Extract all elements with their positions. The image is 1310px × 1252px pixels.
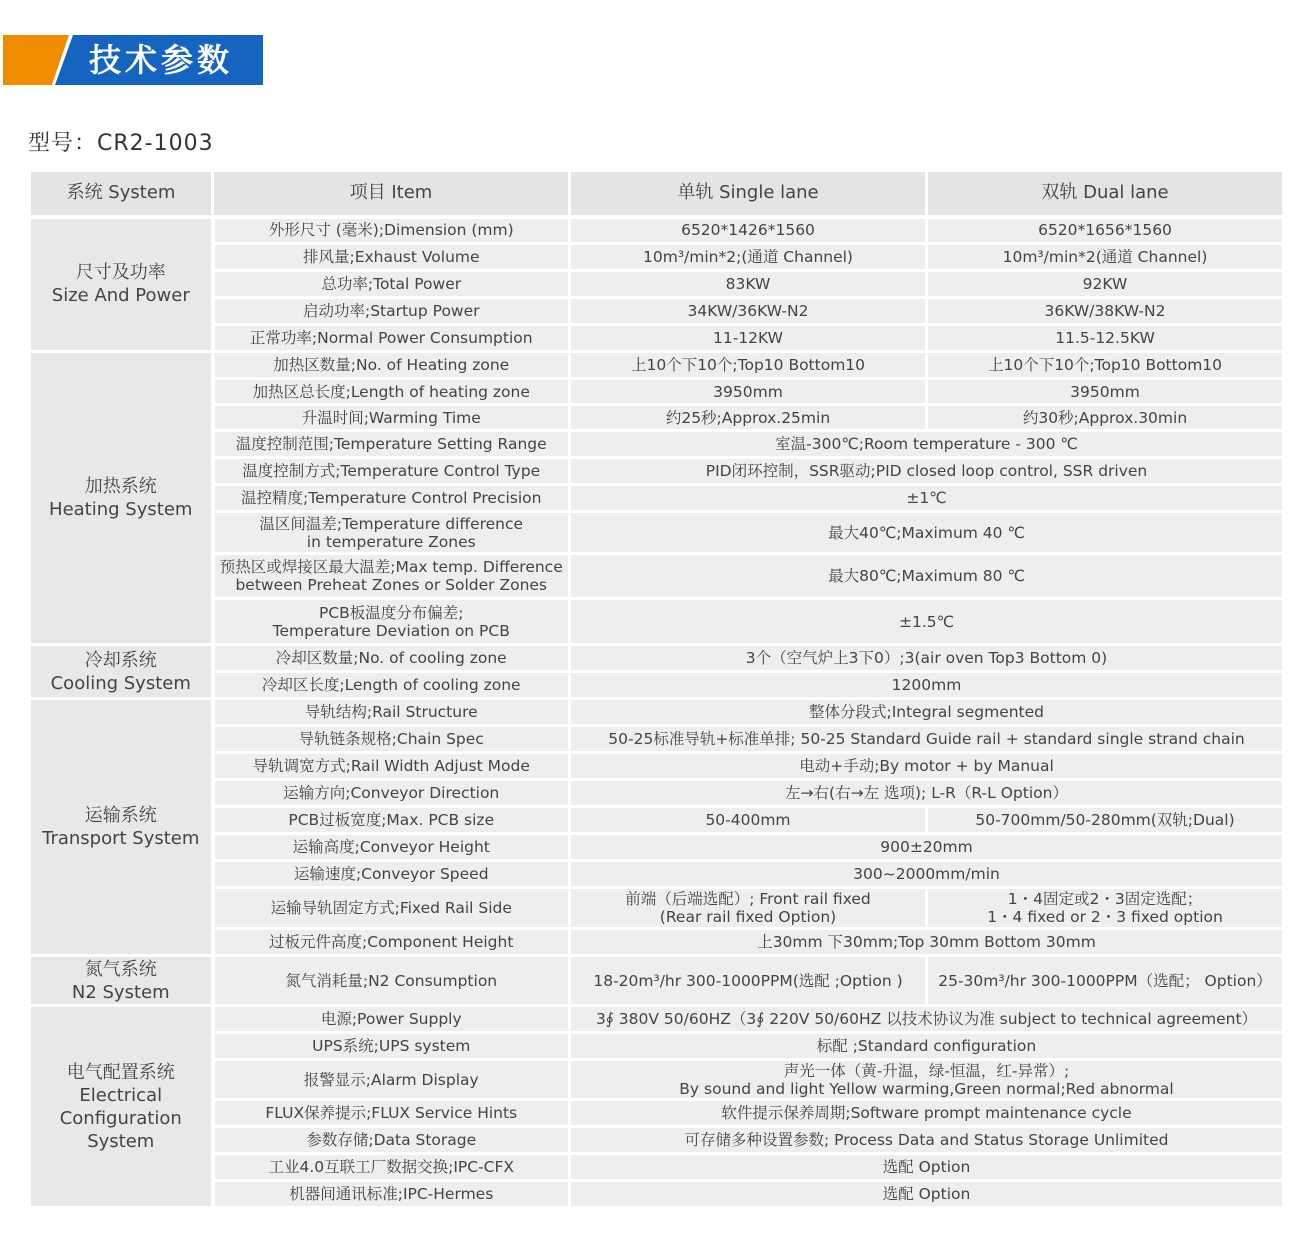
value-cell: 选配 Option [570,1181,1284,1208]
item-cell: PCB板温度分布偏差; Temperature Deviation on PCB [213,599,570,645]
table-row [30,554,1284,599]
value-cell: 上30mm 下30mm;Top 30mm Bottom 30mm [570,929,1284,956]
table-row [30,753,1284,780]
value-cell: ±1.5℃ [570,599,1284,645]
item-cell: 导轨调宽方式;Rail Width Adjust Mode [213,753,570,780]
single-lane-cell: 18-20m³/hr 300-1000PPM(选配 ;Option ) [570,956,927,1006]
table-row [30,271,1284,298]
item-cell: UPS系统;UPS system [213,1033,570,1060]
item-cell: 加热区总长度;Length of heating zone [213,379,570,405]
item-cell: 电源;Power Supply [213,1006,570,1033]
table-row [30,888,1284,929]
value-cell: 标配 ;Standard configuration [570,1033,1284,1060]
single-lane-cell: 上10个下10个;Top10 Bottom10 [570,352,927,379]
item-cell: 总功率;Total Power [213,271,570,298]
table-row [30,599,1284,645]
table-row [30,431,1284,458]
value-cell: 3∮ 380V 50/60HZ（3∮ 220V 50/60HZ 以技术协议为准 subject to technical agreement） [570,1006,1284,1033]
header-item: 项目 Item [213,171,570,217]
dual-lane-cell: 约30秒;Approx.30min [927,405,1284,431]
item-cell: 温区间温差;Temperature difference in temperature Zones [213,512,570,554]
value-cell: 50-25标准导轨+标准单排; 50-25 Standard Guide rail + standard single strand chain [570,726,1284,753]
value-cell: PID闭环控制，SSR驱动;PID closed loop control, SSR driven [570,458,1284,485]
dual-lane-cell: 3950mm [927,379,1284,405]
item-cell: 冷却区数量;No. of cooling zone [213,645,570,672]
system-cell: 电气配置系统 Electrical Configuration System [30,1006,213,1208]
item-cell: 温控精度;Temperature Control Precision [213,485,570,512]
value-cell: 1200mm [570,672,1284,699]
value-cell: 声光一体（黄-升温，绿-恒温，红-异常）; By sound and light Yellow warming,Green normal;Red abnormal [570,1060,1284,1100]
item-cell: 过板元件高度;Component Height [213,929,570,956]
table-row [30,217,1284,244]
table-row [30,379,1284,405]
section-title: 技术参数 [89,41,234,79]
value-cell: 选配 Option [570,1154,1284,1181]
table-row [30,1181,1284,1208]
value-cell: 电动+手动;By motor + by Manual [570,753,1284,780]
table-row [30,244,1284,271]
system-cell: 冷却系统 Cooling System [30,645,213,699]
item-cell: PCB过板宽度;Max. PCB size [213,807,570,834]
dual-lane-cell: 6520*1656*1560 [927,217,1284,244]
value-cell: 可存储多种设置参数; Process Data and Status Storage Unlimited [570,1127,1284,1154]
single-lane-cell: 83KW [570,271,927,298]
table-row [30,726,1284,753]
item-cell: 导轨结构;Rail Structure [213,699,570,726]
value-cell: ±1℃ [570,485,1284,512]
system-cell: 运输系统 Transport System [30,699,213,956]
table-row [30,699,1284,726]
dual-lane-cell: 11.5-12.5KW [927,325,1284,352]
item-cell: 工业4.0互联工厂数据交换;IPC-CFX [213,1154,570,1181]
item-cell: 机器间通讯标准;IPC-Hermes [213,1181,570,1208]
section-banner [3,35,263,85]
header-single-lane: 单轨 Single lane [570,171,927,217]
value-cell: 整体分段式;Integral segmented [570,699,1284,726]
table-row [30,1060,1284,1100]
single-lane-cell: 34KW/36KW-N2 [570,298,927,325]
dual-lane-cell: 10m³/min*2(通道 Channel) [927,244,1284,271]
item-cell: 运输速度;Conveyor Speed [213,861,570,888]
header-system: 系统 System [30,171,213,217]
item-cell: 运输方向;Conveyor Direction [213,780,570,807]
item-cell: FLUX保养提示;FLUX Service Hints [213,1100,570,1127]
value-cell: 室温-300℃;Room temperature - 300 ℃ [570,431,1284,458]
value-cell: 软件提示保养周期;Software prompt maintenance cycle [570,1100,1284,1127]
table-row [30,298,1284,325]
spec-table [28,169,1285,1209]
table-row [30,807,1284,834]
table-row [30,1100,1284,1127]
table-row [30,834,1284,861]
item-cell: 导轨链条规格;Chain Spec [213,726,570,753]
value-cell: 300~2000mm/min [570,861,1284,888]
item-cell: 参数存储;Data Storage [213,1127,570,1154]
dual-lane-cell: 25-30m³/hr 300-1000PPM（选配； Option） [927,956,1284,1006]
table-row [30,1154,1284,1181]
system-cell: 氮气系统 N2 System [30,956,213,1006]
single-lane-cell: 3950mm [570,379,927,405]
single-lane-cell: 10m³/min*2;(通道 Channel) [570,244,927,271]
single-lane-cell: 6520*1426*1560 [570,217,927,244]
model-label: 型号：CR2-1003 [28,131,214,156]
table-row [30,929,1284,956]
table-row [30,956,1284,1006]
item-cell: 外形尺寸 (毫米);Dimension (mm) [213,217,570,244]
table-row [30,405,1284,431]
table-row [30,1033,1284,1060]
table-row [30,485,1284,512]
system-cell: 尺寸及功率 Size And Power [30,217,213,352]
item-cell: 氮气消耗量;N2 Consumption [213,956,570,1006]
dual-lane-cell: 36KW/38KW-N2 [927,298,1284,325]
item-cell: 正常功率;Normal Power Consumption [213,325,570,352]
table-row [30,352,1284,379]
value-cell: 最大40℃;Maximum 40 ℃ [570,512,1284,554]
value-cell: 3个（空气炉上3下0）;3(air oven Top3 Bottom 0) [570,645,1284,672]
single-lane-cell: 约25秒;Approx.25min [570,405,927,431]
item-cell: 报警显示;Alarm Display [213,1060,570,1100]
single-lane-cell: 前端（后端选配）; Front rail fixed (Rear rail fixed Option) [570,888,927,929]
item-cell: 预热区或焊接区最大温差;Max temp. Difference between Preheat Zones or Solder Zones [213,554,570,599]
table-row [30,325,1284,352]
table-row [30,780,1284,807]
system-cell: 加热系统 Heating System [30,352,213,645]
value-cell: 左→右(右→左 选项); L-R（R-L Option） [570,780,1284,807]
dual-lane-cell: 上10个下10个;Top10 Bottom10 [927,352,1284,379]
dual-lane-cell: 50-700mm/50-280mm(双轨;Dual) [927,807,1284,834]
value-cell: 最大80℃;Maximum 80 ℃ [570,554,1284,599]
item-cell: 升温时间;Warming Time [213,405,570,431]
table-row [30,1127,1284,1154]
item-cell: 运输高度;Conveyor Height [213,834,570,861]
table-row [30,512,1284,554]
item-cell: 加热区数量;No. of Heating zone [213,352,570,379]
item-cell: 冷却区长度;Length of cooling zone [213,672,570,699]
table-row [30,861,1284,888]
item-cell: 启动功率;Startup Power [213,298,570,325]
table-row [30,645,1284,672]
table-row [30,672,1284,699]
dual-lane-cell: 92KW [927,271,1284,298]
table-row [30,1006,1284,1033]
item-cell: 温度控制范围;Temperature Setting Range [213,431,570,458]
header-dual-lane: 双轨 Dual lane [927,171,1284,217]
single-lane-cell: 50-400mm [570,807,927,834]
table-row [30,458,1284,485]
table-header-row [30,171,1284,217]
value-cell: 900±20mm [570,834,1284,861]
dual-lane-cell: 1・4固定或2・3固定选配； 1・4 fixed or 2・3 fixed option [927,888,1284,929]
item-cell: 温度控制方式;Temperature Control Type [213,458,570,485]
single-lane-cell: 11-12KW [570,325,927,352]
item-cell: 运输导轨固定方式;Fixed Rail Side [213,888,570,929]
item-cell: 排风量;Exhaust Volume [213,244,570,271]
